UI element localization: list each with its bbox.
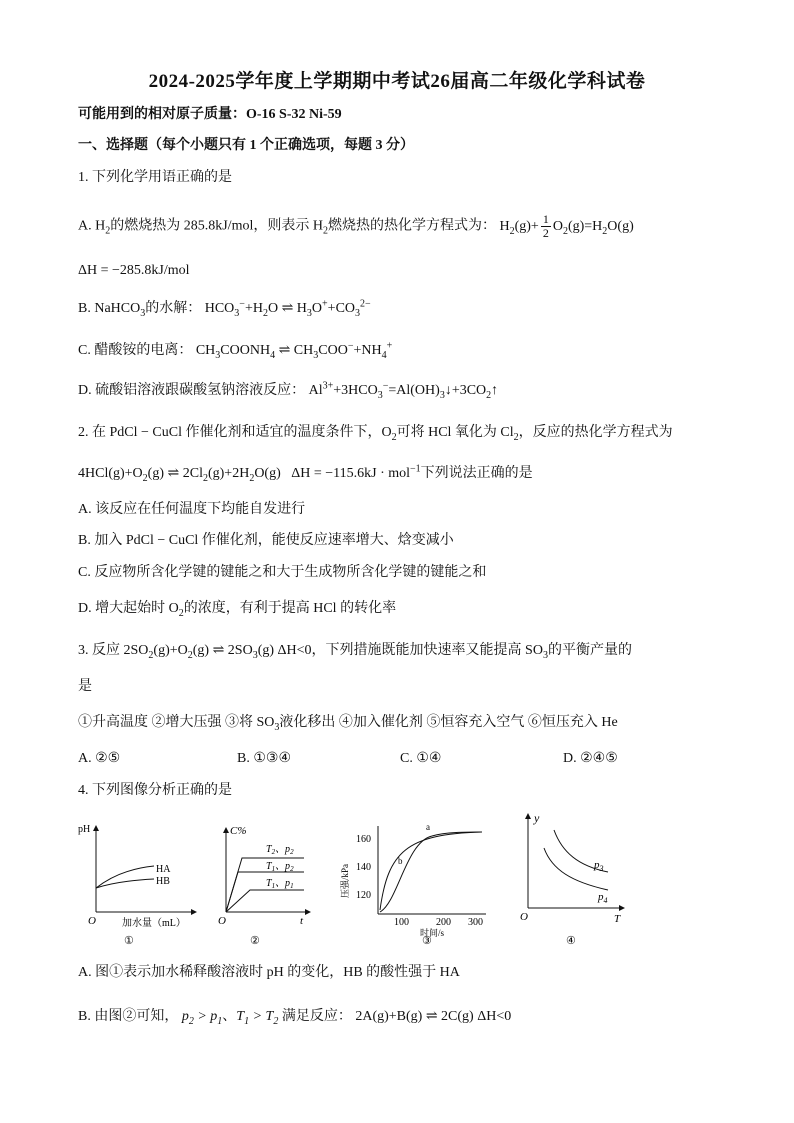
atomic-mass-line: 可能用到的相对原子质量：O-16 S-32 Ni-59 (78, 107, 342, 122)
q1-option-a: A. $H_2$的燃烧热为 285.8kJ/mol，则表示 $H_2$燃烧热的热化学方程式为： $H_2(g)+$ $\frac{1}{2}$ $O_2(g)=H_2O(g)$ (78, 212, 634, 240)
fig1-series-ha: HA (156, 864, 171, 875)
q1-option-c: C. 醋酸铵的电离： $CH_3COONH_4$ ⇌ $CH_3COO^-+NH_4^+$ (78, 340, 393, 361)
fig3-curve-b: b (398, 856, 403, 866)
q3-stem: 3. 反应 $2SO_2(g)+O_2(g)$ ⇌ $2SO_3(g)$ ΔH<0，下列措施既能加快速率又能提高 $SO_3$的平衡产量的 (78, 643, 632, 661)
fig4-label-p3: $p_3$ (594, 859, 604, 873)
fig1-series-hb: HB (156, 876, 170, 887)
figure-1 (74, 812, 204, 952)
fig1-xlabel: 加水量（mL） (122, 918, 186, 929)
q2-equation: $4HCl(g)+O_2(g)$ ⇌ $2Cl_2(g)+2H_2O(g)$ ΔH = −115.6kJ · mol$^{-1}$下列说法正确的是 (78, 463, 533, 484)
q3-option-b: B. ①③④ (237, 751, 291, 766)
q2-option-a: A. 该反应在任何温度下均能自发进行 (78, 502, 306, 517)
q3-option-a: A. ②⑤ (78, 751, 121, 766)
fig2-label-t1p2: $T_1$、$p_2$ (266, 861, 294, 873)
fig3-ylabel: 压强/kPa (340, 863, 350, 898)
fig2-origin: O (218, 915, 226, 927)
fig4-label-p4: $p_4$ (598, 891, 608, 905)
fig2-ylabel: C% (230, 825, 247, 837)
q3-option-d: D. ②④⑤ (563, 751, 618, 766)
fig4-xlabel: T (614, 913, 621, 925)
fig4-origin: O (520, 911, 528, 923)
fig3-curve-a: a (426, 822, 430, 832)
q1-option-d: D. 硫酸铝溶液跟碳酸氢钠溶液反应： $Al^{3+}+3HCO_3^-=Al(OH)_3↓+3CO_2↑$ (78, 380, 499, 401)
q1-option-b: B. NaHCO$_3$的水解： $HCO_3^-+H_2O$ ⇌ $H_3O^++CO_3^{2-}$ (78, 298, 371, 319)
q4-option-a: A. 图①表示加水稀释酸溶液时 pH 的变化，HB 的酸性强于 HA (78, 965, 460, 980)
fig1-number: ① (124, 935, 134, 947)
q4-option-b: B. 由图②可知， $p_2 > p_1$、$T_1 > T_2$ 满足反应： 2A(g)+B(g) ⇌ 2C(g) ΔH<0 (78, 1009, 512, 1027)
q3-option-c: C. ①④ (400, 751, 442, 766)
fig4-number: ④ (566, 935, 576, 947)
figure-3 (336, 812, 496, 952)
fig2-label-t1p1: $T_1$、$p_1$ (266, 878, 294, 890)
fig1-origin: O (88, 915, 96, 927)
fig2-label-t2p2: $T_2$、$p_2$ (266, 844, 294, 856)
fig3-xtick-200: 200 (436, 917, 451, 928)
q2-option-b: B. 加入 PdCl − CuCl 作催化剂，能使反应速率增大、焓变减小 (78, 533, 454, 548)
fig3-xtick-100: 100 (394, 917, 409, 928)
fig3-ytick-120: 120 (356, 890, 371, 901)
section-heading: 一、选择题（每个小题只有 1 个正确选项，每题 3 分） (78, 138, 414, 153)
fig2-xlabel: t (300, 915, 304, 927)
fig3-xtick-300: 300 (468, 917, 483, 928)
figure-2 (214, 812, 314, 952)
q1-option-a-dh: ΔH = −285.8kJ/mol (78, 263, 190, 278)
fig3-number: ③ (422, 935, 432, 947)
fig4-ylabel: y (534, 811, 540, 825)
fig3-ytick-140: 140 (356, 862, 371, 873)
q2-stem: 2. 在 PdCl − CuCl 作催化剂和适宜的温度条件下，$O_2$可将 HCl 氧化为 $Cl_2$，反应的热化学方程式为 (78, 425, 673, 443)
exam-title: 2024-2025学年度上学期期中考试26届高二年级化学科试卷 (148, 71, 646, 92)
q1-stem: 1. 下列化学用语正确的是 (78, 170, 232, 185)
q4-stem: 4. 下列图像分析正确的是 (78, 783, 232, 798)
fig3-ytick-160: 160 (356, 834, 371, 845)
figure-4 (512, 806, 632, 952)
fig1-ylabel: pH (78, 824, 91, 835)
fig2-number: ② (250, 935, 260, 947)
q3-stem-line2: 是 (78, 679, 92, 694)
q3-measures: ①升高温度 ②增大压强 ③将 $SO_3$液化移出 ④加入催化剂 ⑤恒容充入空气 ⑥恒压充入 He (78, 715, 618, 733)
q2-option-d: D. 增大起始时 $O_2$的浓度，有利于提高 HCl 的转化率 (78, 601, 397, 619)
q2-option-c: C. 反应物所含化学键的键能之和大于生成物所含化学键的键能之和 (78, 565, 487, 580)
fig3-xlabel: 时间/s (420, 928, 445, 938)
